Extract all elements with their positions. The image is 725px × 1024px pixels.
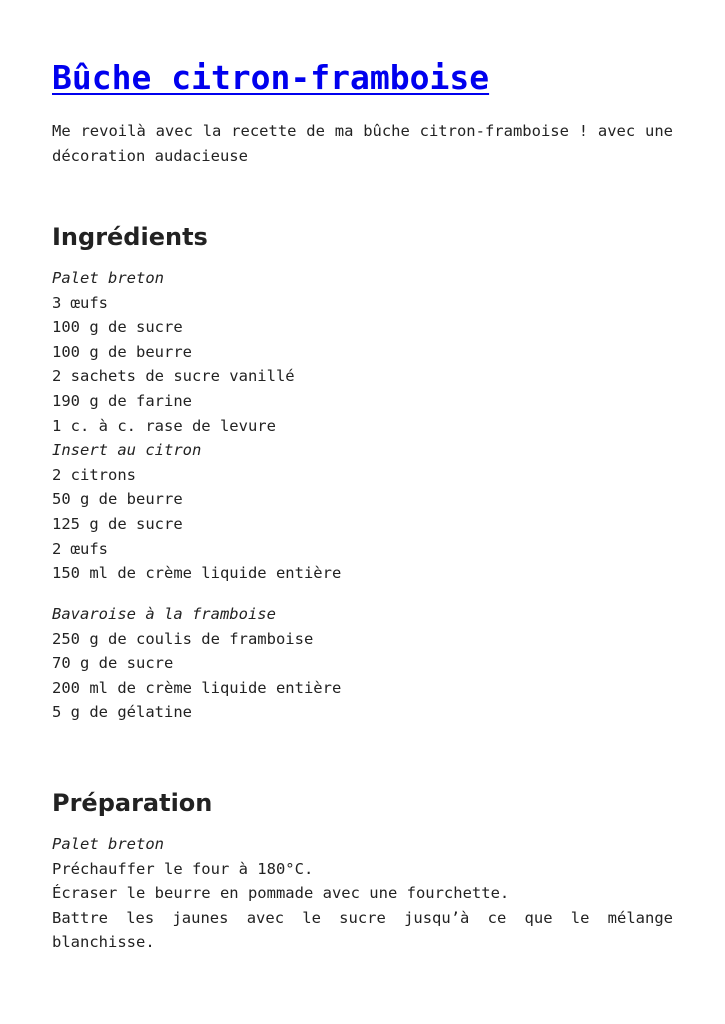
ingredient-item: 100 g de beurre [52, 342, 192, 361]
preparation-step: Préchauffer le four à 180°C. [52, 859, 314, 878]
preparation-step: Battre les jaunes avec le sucre jusqu’à ce que le mélange blanchisse. [52, 908, 673, 952]
preparation-step: Écraser le beurre en pommade avec une fourchette. [52, 884, 510, 903]
insert-citron-subheading: Insert au citron [52, 441, 202, 460]
ingredient-item: 150 ml de crème liquide entière [52, 564, 342, 583]
ingredients-list-part2 [52, 602, 673, 725]
ingredient-item: 70 g de sucre [52, 654, 174, 673]
ingredients-list-part1 [52, 266, 673, 586]
ingredient-item: 5 g de gélatine [52, 703, 192, 722]
ingredient-item: 50 g de beurre [52, 490, 183, 509]
ingredient-item: 3 œufs [52, 293, 108, 312]
bavaroise-subheading: Bavaroise à la framboise [52, 605, 276, 623]
ingredients-heading: Ingrédients [52, 223, 208, 251]
ingredient-item: 200 ml de crème liquide entière [52, 678, 342, 697]
ingredient-item: 190 g de farine [52, 391, 192, 410]
ingredient-item: 125 g de sucre [52, 514, 183, 533]
preparation-steps [52, 832, 673, 955]
ingredient-item: 100 g de sucre [52, 318, 183, 337]
recipe-title-link[interactable]: Bûche citron-framboise [52, 58, 490, 97]
ingredient-item: 1 c. à c. rase de levure [52, 416, 276, 435]
prep-palet-breton-subheading: Palet breton [52, 835, 164, 853]
ingredient-item: 250 g de coulis de framboise [52, 629, 314, 648]
palet-breton-subheading: Palet breton [52, 269, 164, 287]
ingredient-item: 2 sachets de sucre vanillé [52, 367, 295, 386]
intro-paragraph: Me revoilà avec la recette de ma bûche citron-framboise ! avec une décoration audacieuse [52, 122, 673, 165]
ingredient-item: 2 œufs [52, 539, 108, 558]
preparation-heading: Préparation [52, 789, 213, 817]
ingredient-item: 2 citrons [52, 465, 136, 484]
